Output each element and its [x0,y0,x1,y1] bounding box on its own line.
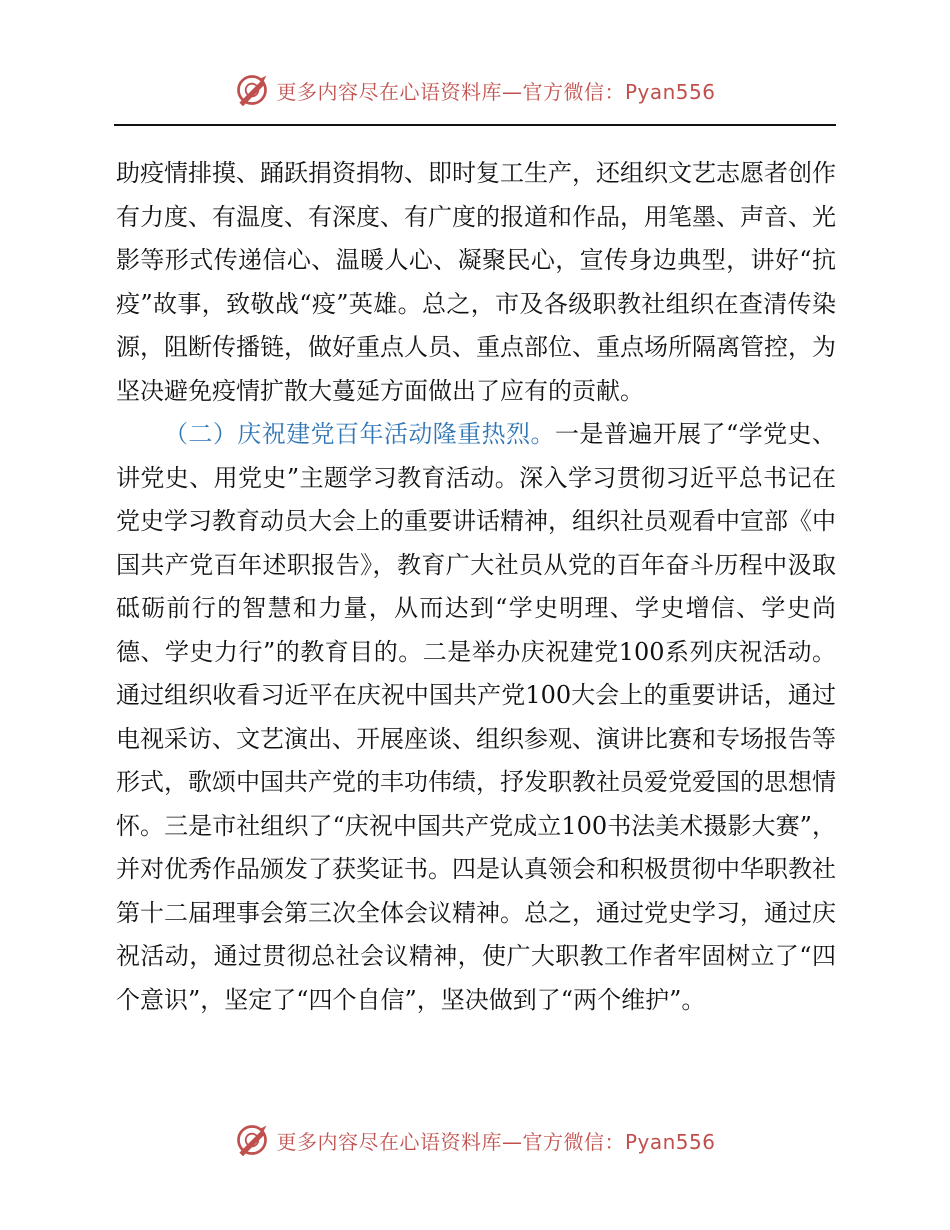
footer-watermark [0,1122,950,1158]
watermark-text: 更多内容尽在心语资料库—官方微信：Pyan556 [276,79,716,104]
watermark-text: 更多内容尽在心语资料库—官方微信：Pyan556 [276,1129,716,1154]
header-watermark [0,72,950,108]
paragraph-1: 助疫情排摸、踊跃捐资捐物、即时复工生产，还组织文艺志愿者创作有力度、有温度、有深度、有广度的报道和作品，用笔墨、声音、光影等形式传递信心、温暖人心、凝聚民心，宣传身边典型，讲好“抗疫”故事，致敬战“疫”英雄。总之，市及各级职教社组织在查清传染源，阻断传播链，做好重点人员、重点部位、重点场所隔离管控，为坚决避免疫情扩散大蔓延方面做出了应有的贡献。 [116,159,836,405]
section-heading: （二）庆祝建党百年活动隆重热烈。 [164,420,555,448]
brand-logo-icon [234,1122,270,1158]
brand-logo-icon [234,72,270,108]
header-divider [114,124,836,126]
paragraph-2-text: 一是普遍开展了“学党史、讲党史、用党史”主题学习教育活动。深入学习贯彻习近平总书记在党史学习教育动员大会上的重要讲话精神，组织社员观看中宣部《中国共产党百年述职报告》，教育广大社员从党的百年奋斗历程中汲取砥砺前行的智慧和力量，从而达到“学史明理、学史增信、学史尚德、学史力行”的教育目的。二是举办庆祝建党100系列庆祝活动。通过组织收看习近平在庆祝中国共产党100大会上的重要讲话，通过电视采访、文艺演出、开展座谈、组织参观、演讲比赛和专场报告等形式，歌颂中国共产党的丰功伟绩，抒发职教社员爱党爱国的思想情怀。三是市社组织了“庆祝中国共产党成立100书法美术摄影大赛”，并对优秀作品颁发了获奖证书。四是认真领会和积极贯彻中华职教社第十二届理事会第三次全体会议精神。总之，通过党史学习，通过庆祝活动，通过贯彻总社会议精神，使广大职教工作者牢固树立了“四个意识”，坚定了“四个自信”，坚决做到了“两个维护”。 [116,420,836,1014]
document-body [116,152,836,1022]
paragraph-2 [116,413,836,1022]
